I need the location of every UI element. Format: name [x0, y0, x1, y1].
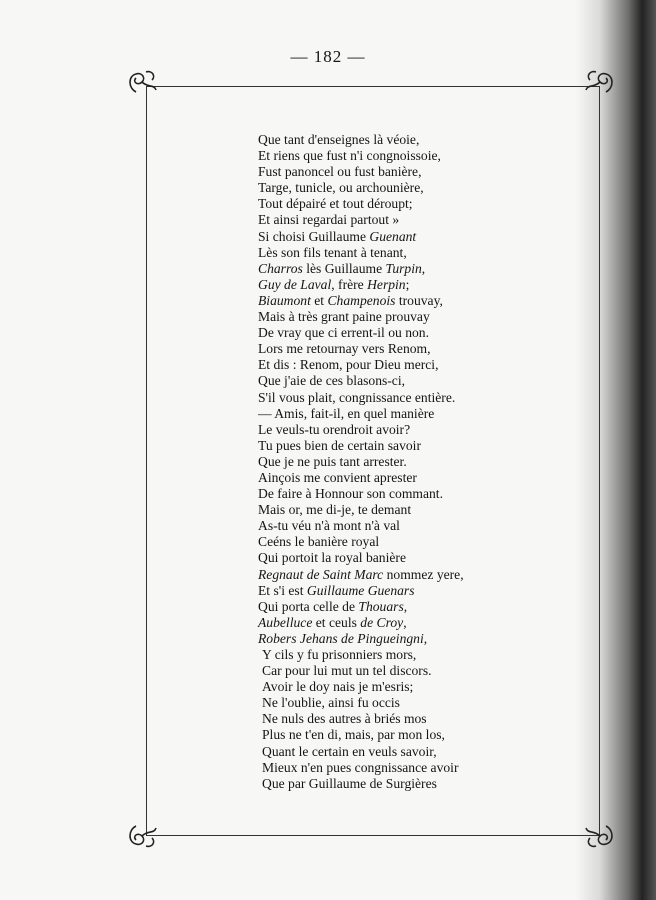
- poem-line: [258, 744, 578, 760]
- poem-text: Ne l'oublie, ainsi fu occis: [262, 695, 400, 711]
- poem-line: [258, 245, 578, 261]
- poem-line: [258, 438, 578, 454]
- poem-text: As-tu véu n'à mont n'à val: [258, 518, 400, 534]
- poem-text: trouvay,: [395, 292, 443, 308]
- poem-line: [258, 406, 578, 422]
- poem-text: Si choisi Guillaume: [258, 228, 370, 244]
- poem-line: [258, 341, 578, 357]
- poem-line: [258, 615, 578, 631]
- poem-italic-name: Aubelluce: [258, 614, 313, 630]
- poem-italic-name: Guillaume Guenars: [306, 582, 415, 598]
- book-spine-edge: [642, 0, 656, 900]
- poem-text: De vray que ci errent-il ou non.: [258, 325, 429, 341]
- poem-italic-name: Champenois: [327, 292, 396, 308]
- poem-text: Et s'i est: [258, 582, 307, 598]
- poem-line: [258, 309, 578, 325]
- poem-text: Qui portoit la royal banière: [258, 550, 406, 566]
- poem-italic-name: Guenant: [369, 228, 417, 244]
- poem-text: Lors me retournay vers Renom,: [258, 341, 431, 357]
- corner-flourish-bottom-right-icon: [582, 818, 616, 852]
- poem-line: [258, 486, 578, 502]
- poem-italic-name: Robers Jehans de Pingueingni: [258, 630, 424, 646]
- poem-line: [258, 711, 578, 727]
- poem-italic-name: Regnaut de Saint Marc: [258, 566, 384, 582]
- corner-flourish-top-right-icon: [582, 66, 616, 100]
- poem-text: Avoir le doy nais je m'esris;: [262, 679, 414, 695]
- poem-text-block: [258, 132, 578, 792]
- poem-line: [258, 164, 578, 180]
- poem-line: [258, 422, 578, 438]
- poem-italic-name: Turpin: [385, 260, 422, 276]
- poem-text: Que tant d'enseignes là véoie,: [258, 132, 420, 147]
- poem-line: [258, 647, 578, 663]
- poem-text: Car pour lui mut un tel discors.: [262, 663, 432, 679]
- poem-text: Ne nuls des autres à briés mos: [262, 711, 427, 727]
- poem-text: ,: [423, 630, 428, 646]
- poem-text: De faire à Honnour son commant.: [258, 486, 443, 502]
- poem-line: [258, 357, 578, 373]
- poem-text: S'il vous plait, congnissance entière.: [258, 389, 456, 405]
- poem-line: [258, 277, 578, 293]
- poem-italic-name: Biaumont: [258, 292, 311, 308]
- poem-line: [258, 470, 578, 486]
- poem-line: [258, 550, 578, 566]
- poem-text: Y cils y fu prisonniers mors,: [262, 647, 417, 662]
- poem-line: [258, 390, 578, 406]
- poem-text: Mieux n'en pues congnissance avoir: [262, 759, 459, 775]
- poem-text: Tu pues bien de certain savoir: [258, 437, 421, 453]
- poem-text: Que je ne puis tant arrester.: [258, 453, 407, 469]
- poem-text: Mais à très grant paine prouvay: [258, 309, 430, 325]
- poem-line: [258, 196, 578, 212]
- poem-text: Plus ne t'en di, mais, par mon los,: [262, 727, 445, 743]
- poem-text: Que par Guillaume de Surgières: [262, 775, 437, 791]
- poem-text: ,: [403, 598, 408, 614]
- poem-italic-name: Herpin: [367, 276, 406, 292]
- poem-text: ,: [403, 614, 407, 630]
- poem-italic-name: de Croy: [360, 614, 404, 630]
- poem-line: [258, 325, 578, 341]
- poem-line: [258, 454, 578, 470]
- poem-text: Ceéns le banière royal: [258, 534, 380, 550]
- poem-text: Et riens que fust n'i congnoissoie,: [258, 148, 441, 164]
- poem-text: et: [310, 292, 328, 308]
- poem-line: [258, 502, 578, 518]
- poem-line: [258, 567, 578, 583]
- corner-flourish-top-left-icon: [126, 66, 160, 100]
- poem-text: Targe, tunicle, ou archounière,: [258, 180, 424, 196]
- poem-text: Ainçois me convient aprester: [258, 469, 417, 485]
- poem-line: [258, 776, 578, 792]
- poem-text: ,: [421, 260, 426, 276]
- poem-text: Le veuls-tu orendroit avoir?: [258, 421, 411, 437]
- poem-text: Tout dépairé et tout déroupt;: [258, 196, 413, 212]
- poem-text: Que j'aie de ces blasons-ci,: [258, 373, 406, 389]
- poem-line: [258, 373, 578, 389]
- poem-italic-name: Charros: [258, 260, 303, 276]
- poem-line: [258, 518, 578, 534]
- poem-text: Mais or, me di-je, te demant: [258, 502, 412, 518]
- poem-line: [258, 132, 578, 148]
- page-number: — 182 —: [290, 47, 366, 66]
- poem-text: Qui porta celle de: [258, 598, 359, 614]
- poem-line: [258, 293, 578, 309]
- poem-line: [258, 148, 578, 164]
- poem-text: et ceuls: [312, 614, 361, 630]
- poem-line: [258, 679, 578, 695]
- poem-italic-name: Thouars: [358, 598, 404, 614]
- poem-text: , frère: [331, 276, 368, 292]
- poem-text: Fust panoncel ou fust banière,: [258, 164, 422, 180]
- poem-line: [258, 261, 578, 277]
- poem-text: lès Guillaume: [302, 260, 386, 276]
- poem-text: nommez yere,: [383, 566, 464, 582]
- poem-text: Quant le certain en veuls savoir,: [262, 743, 437, 759]
- poem-text: Lès son fils tenant à tenant,: [258, 244, 407, 260]
- poem-line: [258, 760, 578, 776]
- poem-line: [258, 631, 578, 647]
- poem-text: — Amis, fait-il, en quel manière: [258, 405, 435, 421]
- poem-line: [258, 180, 578, 196]
- poem-italic-name: Guy de Laval: [258, 276, 332, 292]
- poem-text: Et ainsi regardai partout »: [258, 212, 400, 228]
- poem-line: [258, 695, 578, 711]
- poem-line: [258, 599, 578, 615]
- poem-text: Et dis : Renom, pour Dieu merci,: [258, 357, 439, 373]
- corner-flourish-bottom-left-icon: [126, 818, 160, 852]
- poem-line: [258, 727, 578, 743]
- poem-line: [258, 583, 578, 599]
- poem-line: [258, 229, 578, 245]
- poem-text: ;: [405, 276, 410, 292]
- poem-line: [258, 212, 578, 228]
- poem-line: [258, 534, 578, 550]
- poem-line: [258, 663, 578, 679]
